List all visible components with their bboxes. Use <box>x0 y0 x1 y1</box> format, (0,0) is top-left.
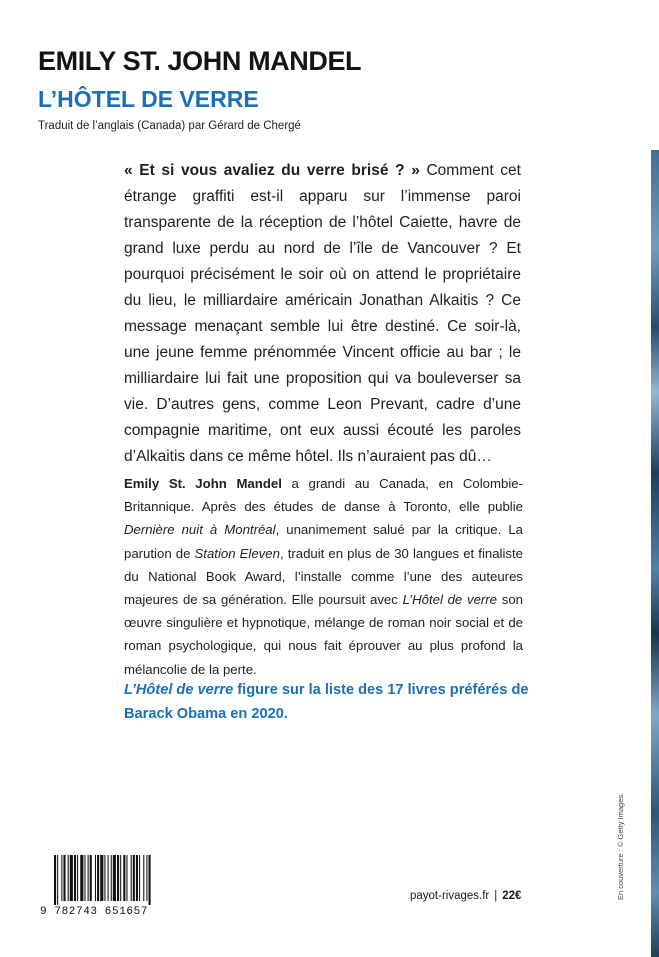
bio-book-2: Station Eleven <box>194 545 280 561</box>
barcode-bar <box>143 855 144 901</box>
barcode-bar <box>126 855 127 901</box>
isbn-barcode <box>40 855 170 918</box>
barcode-bar <box>84 855 85 901</box>
bio-book-3: L’Hôtel de verre <box>402 592 498 608</box>
bio-text-2: , unanimement salué par la critique. La parution de <box>124 522 523 561</box>
barcode-bar <box>113 855 116 901</box>
highlight-text: figure sur la liste des 17 livres préférés de Barack Obama en 2020. <box>124 682 529 722</box>
barcode-bar <box>131 855 132 901</box>
author-name: EMILY ST. JOHN MANDEL <box>38 46 362 76</box>
barcode-bar <box>61 855 62 901</box>
translator-credit: Traduit de l’anglais (Canada) par Gérard de Chergé <box>38 120 301 132</box>
barcode-bars <box>40 855 170 905</box>
barcode-bar <box>117 855 119 901</box>
synopsis-paragraph <box>124 158 521 470</box>
synopsis-quote: « Et si vous avaliez du verre brisé ? » <box>124 162 420 179</box>
barcode-bar <box>63 855 65 901</box>
barcode-bar <box>111 855 112 901</box>
obama-list-highlight <box>124 678 534 726</box>
isbn-digits: 9 782743 651657 <box>40 906 149 918</box>
barcode-bar <box>54 855 56 905</box>
barcode-bar <box>146 855 147 901</box>
book-title: L’HÔTEL DE VERRE <box>38 86 259 112</box>
synopsis-text: Comment cet étrange graffiti est-il apparu sur l’immense paroi transparente de la réception de l’hôtel Caiette, havre de grand luxe perdu au nord de l’île de Vancouver ? Et pourquoi précisément le soir où on attend le propriétaire du lieu, le milliardaire américain Jonathan Alkaitis ? Ce message menaçant semble lui être destiné. Ce soir-là, une jeune femme prénommée Vincent officie au bar ; le milliardaire lui fait une proposition qui va bouleverser sa vie. D’autres gens, comme Leon Prevant, cadre d’une compagnie maritime, ont eux aussi écouté les paroles d’Alkaitis dans ce même hôtel. Ils n’auraient pas dû… <box>124 162 521 465</box>
barcode-bar <box>74 855 76 901</box>
price: 22€ <box>502 890 522 902</box>
barcode-bar <box>100 855 103 901</box>
barcode-bar <box>97 855 99 901</box>
barcode-bar <box>149 855 151 905</box>
bio-text-4: son œuvre singulière et hypnotique, mélange de roman noir social et de roman psychologique, qui nous fait éprouver au plus profond la mélancolie de la perte. <box>124 592 524 677</box>
barcode-bar <box>68 855 69 901</box>
barcode-bar <box>104 855 105 901</box>
barcode-bar <box>80 855 83 901</box>
barcode-bar <box>70 855 73 901</box>
barcode-bar <box>77 855 78 901</box>
bio-book-1: Dernière nuit à Montréal <box>124 522 276 538</box>
barcode-bar <box>57 855 58 905</box>
barcode-bar <box>133 855 135 901</box>
publisher-website[interactable]: payot-rivages.fr <box>410 890 490 902</box>
barcode-bar <box>136 855 138 901</box>
highlight-book-title: L’Hôtel de verre <box>124 682 234 698</box>
publisher-separator: | <box>494 890 498 902</box>
bio-text-1: a grandi au Canada, en Colombie-Britannique. Après des études de danse à Toronto, elle publie <box>124 476 523 515</box>
barcode-bar <box>139 855 140 901</box>
barcode-bar <box>123 855 125 901</box>
barcode-bar <box>90 855 92 901</box>
cover-edge-image <box>651 150 659 957</box>
author-bio-paragraph <box>124 472 523 681</box>
barcode-bar <box>120 855 121 901</box>
bio-author-name: Emily St. John Mandel <box>124 476 282 491</box>
bio-text-3: , traduit en plus de 30 langues et finaliste du National Book Award, l’installe comme l’une des auteures majeures de sa génération. Elle poursuit avec <box>124 545 524 608</box>
barcode-bar <box>108 855 109 901</box>
barcode-bar <box>88 855 89 901</box>
publisher-line <box>410 890 521 902</box>
cover-credit: En couverture : © Getty Images. <box>616 792 625 900</box>
barcode-bar <box>95 855 96 901</box>
